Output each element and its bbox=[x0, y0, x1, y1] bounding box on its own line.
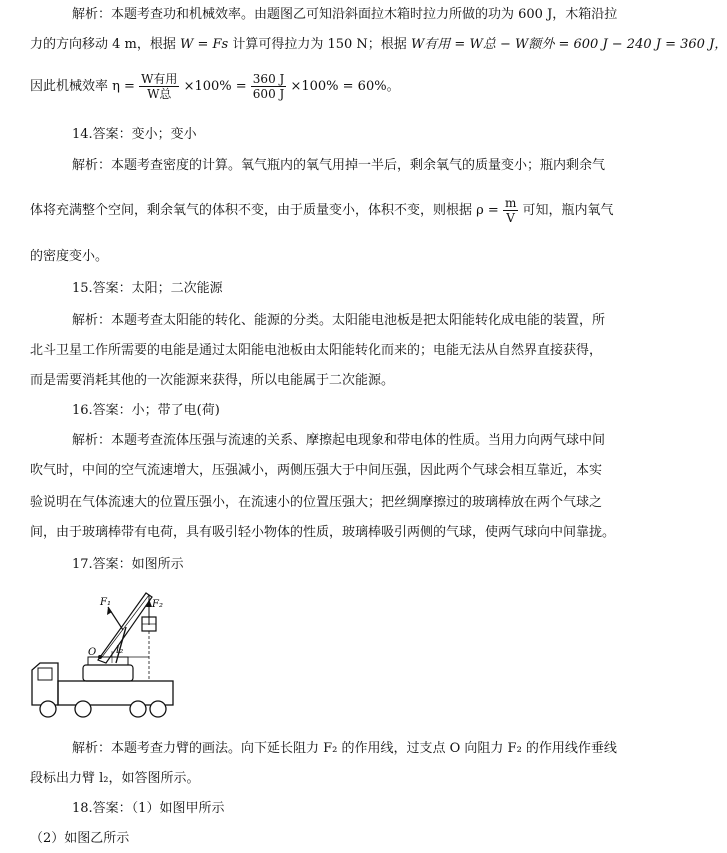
q13-efficiency-formula: 因此机械效率 η = $\frac{\text{W有用}}{\text{W总}}$ ×100% = $\frac{360 J}{600 J}$ ×100% = 60%。 bbox=[30, 72, 400, 101]
q14-analysis-line3: 的密度变小。 bbox=[30, 249, 109, 264]
q15-answer: 15.答案：太阳；二次能源 bbox=[72, 281, 223, 296]
q15-analysis-line1: 解析：本题考查太阳能的转化、能源的分类。太阳能电池板是把太阳能转化成电能的装置，所 bbox=[72, 313, 606, 328]
fraction-values: $\frac{360 J}{600 J}$ bbox=[252, 72, 285, 101]
q16-analysis-line3: 验说明在气体流速大的位置压强小，在流速小的位置压强大；把丝绸摩擦过的玻璃棒放在两个气球之 bbox=[30, 495, 603, 510]
q18-answer-part2: （2）如图乙所示 bbox=[30, 831, 130, 846]
q13-analysis-line1: 解析：本题考查功和机械效率。由题图乙可知沿斜面拉木箱时拉力所做的功为 600 J，木箱沿拉 bbox=[72, 7, 618, 22]
q16-analysis-line1: 解析：本题考查流体压强与流速的关系、摩擦起电现象和带电体的性质。当用力向两气球中间 bbox=[72, 433, 606, 448]
q17-answer: 17.答案：如图所示 bbox=[72, 557, 184, 572]
q15-analysis-line2: 北斗卫星工作所需要的电能是通过太阳能电池板由太阳能转化而来的；电能无法从自然界直接获得， bbox=[30, 343, 603, 358]
label-l2: l₂ bbox=[116, 645, 124, 656]
q17-analysis-line2: 段标出力臂 l₂，如答图所示。 bbox=[30, 771, 200, 786]
label-o: O bbox=[88, 647, 97, 658]
q14-answer: 14.答案：变小；变小 bbox=[72, 127, 197, 142]
q15-analysis-line3: 而是需要消耗其他的一次能源来获得，所以电能属于二次能源。 bbox=[30, 373, 395, 388]
q13-analysis-line2: 力的方向移动 4 m，根据 W = Fs 计算可得拉力为 150 N；根据 W有用 = W总 − W额外 = 600 J − 240 J = 360 J， bbox=[30, 37, 727, 52]
q16-analysis-line4: 间，由于玻璃棒带有电荷，具有吸引轻小物体的性质，玻璃棒吸引两侧的气球，使两气球向中间靠拢。 bbox=[30, 525, 616, 540]
fraction-density: $\frac{m}{V}$ bbox=[504, 196, 517, 225]
fraction-useful-over-total: $\frac{\text{W有用}}{\text{W总}}$ bbox=[141, 72, 178, 101]
q18-answer: 18.答案：（1）如图甲所示 bbox=[72, 801, 225, 816]
label-f2: F₂ bbox=[152, 599, 163, 610]
q16-analysis-line2: 吹气时，中间的空气流速增大，压强减小，两侧压强大于中间压强，因此两个气球会相互靠近，本实 bbox=[30, 463, 603, 478]
q14-analysis-line2: 体将充满整个空间，剩余氧气的体积不变，由于质量变小，体积不变，则根据 ρ = $\frac{m}{V}$ 可知，瓶内氧气 bbox=[30, 196, 614, 225]
q16-answer: 16.答案：小；带了电(荷) bbox=[72, 403, 220, 418]
crane-truck-figure bbox=[28, 585, 178, 725]
q17-analysis-line1: 解析：本题考查力臂的画法。向下延长阻力 F₂ 的作用线，过支点 O 向阻力 F₂ 的作用线作垂线 bbox=[72, 741, 617, 756]
q14-analysis-line1: 解析：本题考查密度的计算。氧气瓶内的氧气用掉一半后，剩余氧气的质量变小；瓶内剩余气 bbox=[72, 158, 606, 173]
label-f1: F₁ bbox=[100, 597, 111, 608]
